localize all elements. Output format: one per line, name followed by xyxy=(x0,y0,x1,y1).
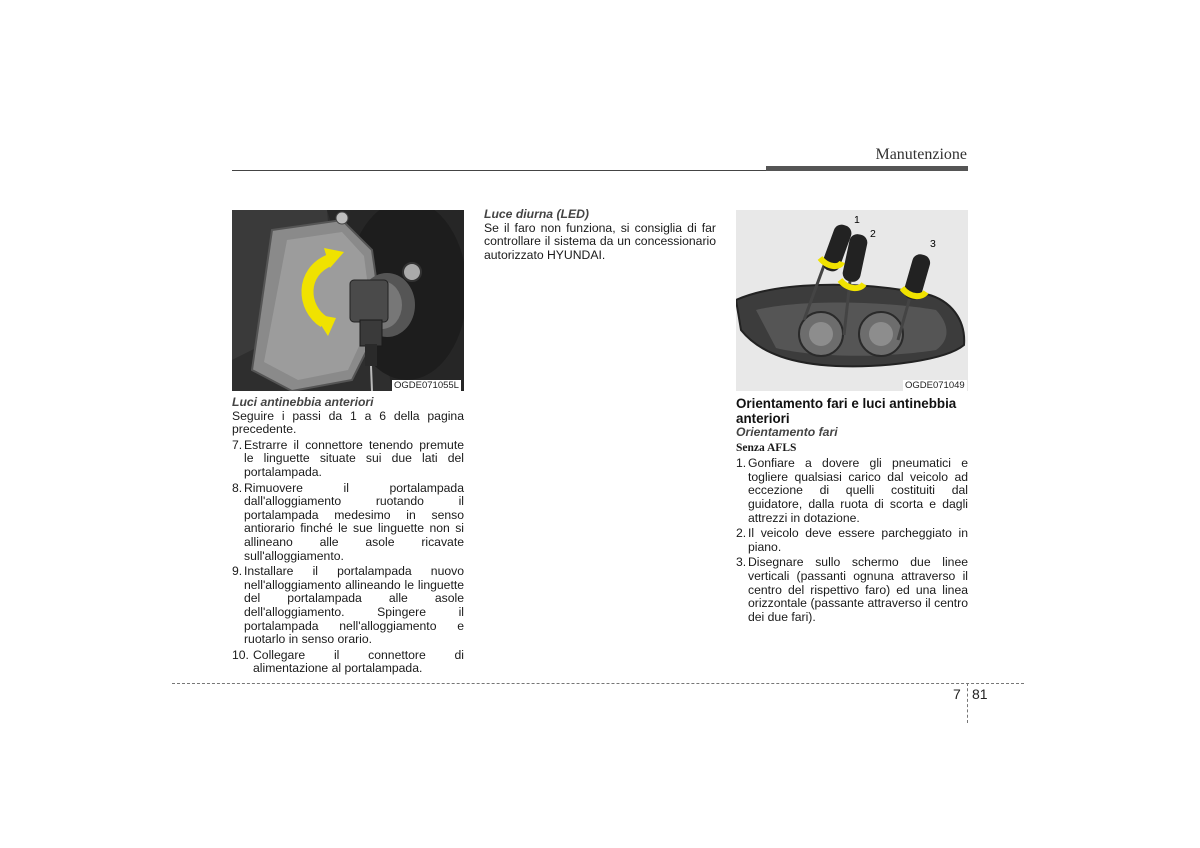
aiming-afls-label: Senza AFLS xyxy=(736,441,797,454)
list-item: 1. Gonfiare a dovere gli pneumatici e togliere qualsiasi carico dal veicolo ad eccezione di quelli costituiti dal guidatore, dalla ruota di scorta e dagli attrezzi in dotazione. xyxy=(736,456,968,525)
footer-divider xyxy=(967,683,968,723)
column-drl xyxy=(484,208,716,262)
list-item: 10. Collegare il connettore di alimentazione al portalampada. xyxy=(232,647,464,676)
aiming-section-title: Orientamento fari e luci antinebbia anteriori xyxy=(736,396,957,426)
list-item: 3. Disegnare sullo schermo due linee verticali (passanti ognuna attraverso il centro del rispettivo faro) ed una linea orizzontale (passante attraverso il centro dei due fari). xyxy=(736,555,968,624)
header-rule-accent xyxy=(766,166,968,171)
list-item: 2. Il veicolo deve essere parcheggiato in piano. xyxy=(736,526,968,554)
section-header-title: Manutenzione xyxy=(875,146,967,163)
column-fog-lamps xyxy=(232,396,464,678)
figure-caption-right: OGDE071049 xyxy=(905,380,965,391)
fog-lamps-steps xyxy=(232,439,464,676)
fog-lamps-subtitle: Luci antinebbia anteriori xyxy=(232,395,374,409)
page-number: 81 xyxy=(972,686,988,702)
list-item: 8. Rimuovere il portalampada dall'alloggiamento ruotando il portalampada medesimo in senso antiorario finché le sue linguette non si allineano alle asole ricavate sull'alloggiamento. xyxy=(232,480,464,563)
column-headlight-aiming xyxy=(736,396,968,626)
aiming-steps xyxy=(736,457,968,624)
drl-text: Se il faro non funziona, si consiglia di far controllare il sistema da un concessionario autorizzato HYUNDAI. xyxy=(484,220,716,262)
drl-subtitle: Luce diurna (LED) xyxy=(484,207,589,221)
list-item: 7. Estrarre il connettore tenendo premute le linguette situate sui due lati del portalampada. xyxy=(232,437,464,479)
headlight-aim-figure xyxy=(736,210,968,391)
chapter-number: 7 xyxy=(953,686,961,702)
figure-caption-left: OGDE071055L xyxy=(394,380,459,391)
fog-lamp-figure xyxy=(232,210,464,391)
fog-lamp-illustration xyxy=(232,210,464,391)
header-rule xyxy=(232,170,768,171)
callout-3: 3 xyxy=(930,238,936,250)
headlight-aiming-illustration xyxy=(736,210,968,391)
list-item: 9. Installare il portalampada nuovo nell'alloggiamento allineando le linguette del portalampada alle asole dell'alloggiamento. Spingere il portalampada nell'alloggiamento e ruotarlo in senso orario. xyxy=(232,564,464,647)
footer-rule xyxy=(172,683,1024,684)
fog-lamps-intro: Seguire i passi da 1 a 6 della pagina precedente. xyxy=(232,408,464,437)
callout-1: 1 xyxy=(854,214,860,226)
callout-2: 2 xyxy=(870,228,876,240)
aiming-subtitle: Orientamento fari xyxy=(736,425,838,439)
